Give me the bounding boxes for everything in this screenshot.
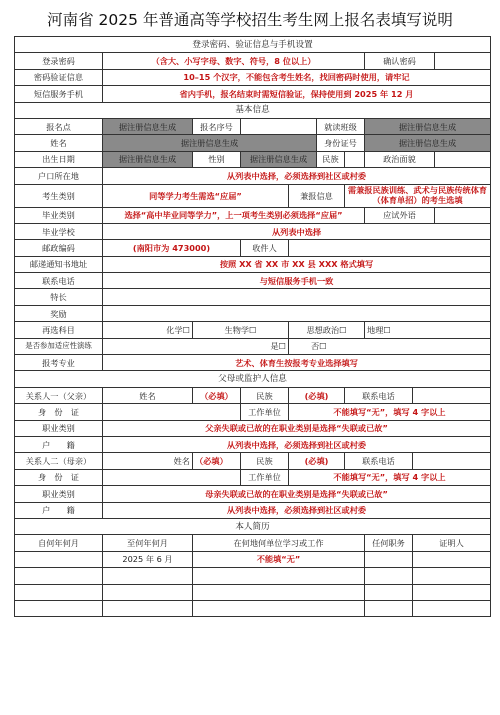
verify-info-label: 密码验证信息 bbox=[15, 69, 103, 85]
mother-relation-label: 关系人二（母亲） bbox=[15, 453, 103, 469]
mother-job-label: 职业类别 bbox=[15, 486, 103, 502]
resume-header-place: 在何地何单位学习或工作 bbox=[193, 535, 365, 551]
concurrent-label: 兼报信息 bbox=[289, 184, 345, 207]
adapt-drill-label: 是否参加适应性演练 bbox=[15, 338, 103, 354]
recipient-field[interactable] bbox=[289, 240, 491, 256]
grad-type-field[interactable]: 选择“高中毕业同等学力”，上一项考生类别必须选择“应届” bbox=[103, 207, 365, 223]
resume-row-witness[interactable] bbox=[413, 568, 491, 584]
resume-row-to[interactable] bbox=[103, 584, 193, 600]
gender-label: 性别 bbox=[193, 151, 241, 167]
postcode-field[interactable]: (南阳市为 473000) bbox=[103, 240, 241, 256]
father-tel-field[interactable] bbox=[413, 387, 491, 403]
resume-row1-post[interactable] bbox=[365, 551, 413, 567]
resume-row-from[interactable] bbox=[15, 600, 103, 616]
resume-row-place[interactable] bbox=[193, 568, 365, 584]
resume-row1-from[interactable] bbox=[15, 551, 103, 567]
mother-work-field[interactable]: 不能填写“无”，填写 4 字以上 bbox=[289, 469, 491, 485]
resume-header-to: 至何年何月 bbox=[103, 535, 193, 551]
resume-row-to[interactable] bbox=[103, 600, 193, 616]
father-job-field[interactable]: 父亲失联或已故的在职业类别是选择“失联或已故” bbox=[103, 420, 491, 436]
father-nation-field[interactable]: (必填) bbox=[289, 387, 345, 403]
subject-politics[interactable]: 思想政治☐ bbox=[289, 322, 365, 338]
father-hukou-label: 户 籍 bbox=[15, 436, 103, 452]
resume-header-from: 自何年何月 bbox=[15, 535, 103, 551]
class-field: 据注册信息生成 bbox=[365, 118, 491, 134]
foreign-lang-label: 应试外语 bbox=[365, 207, 435, 223]
resume-row-from[interactable] bbox=[15, 568, 103, 584]
politics-field[interactable] bbox=[435, 151, 491, 167]
subject-geography[interactable]: 地理☐ bbox=[365, 322, 491, 338]
resume-row-post[interactable] bbox=[365, 584, 413, 600]
politics-label: 政治面貌 bbox=[365, 151, 435, 167]
section-parents: 父母或监护人信息 bbox=[15, 371, 491, 387]
confirm-password-field[interactable] bbox=[435, 53, 491, 69]
reg-no-field[interactable] bbox=[241, 118, 317, 134]
resume-row-witness[interactable] bbox=[413, 600, 491, 616]
birth-label: 出生日期 bbox=[15, 151, 103, 167]
mother-hukou-label: 户 籍 bbox=[15, 502, 103, 518]
father-work-label: 工作单位 bbox=[241, 404, 289, 420]
adapt-no-checkbox[interactable]: 否☐ bbox=[289, 338, 491, 354]
resume-row-post[interactable] bbox=[365, 568, 413, 584]
grad-type-label: 毕业类别 bbox=[15, 207, 103, 223]
resume-row-place[interactable] bbox=[193, 584, 365, 600]
subject-biology[interactable]: 生物学☐ bbox=[193, 322, 289, 338]
mother-id-label: 身 份 证 bbox=[15, 469, 103, 485]
page-title: 河南省 2025 年普通高等学校招生考生网上报名表填写说明 bbox=[47, 11, 453, 29]
contact-phone-label: 联系电话 bbox=[15, 273, 103, 289]
mother-name-field[interactable]: （必填） bbox=[193, 453, 241, 469]
reg-no-label: 报名序号 bbox=[193, 118, 241, 134]
father-work-field[interactable]: 不能填写“无”，填写 4 字以上 bbox=[289, 404, 491, 420]
sms-phone-label: 短信服务手机 bbox=[15, 86, 103, 102]
password-field[interactable]: （含大、小写字母、数字、符号，8 位以上） bbox=[103, 53, 365, 69]
subject-label: 再选科目 bbox=[15, 322, 103, 338]
resume-row-witness[interactable] bbox=[413, 584, 491, 600]
mother-tel-label: 联系电话 bbox=[345, 453, 413, 469]
father-name-label: 姓名 bbox=[103, 387, 193, 403]
mother-nation-label: 民族 bbox=[241, 453, 289, 469]
foreign-lang-field[interactable] bbox=[435, 207, 491, 223]
birth-field: 据注册信息生成 bbox=[103, 151, 193, 167]
ethnic-label: 民族 bbox=[317, 151, 345, 167]
resume-header-post: 任何职务 bbox=[365, 535, 413, 551]
resume-row1-to[interactable]: 2025 年 6 月 bbox=[103, 551, 193, 567]
section-basic: 基本信息 bbox=[15, 102, 491, 118]
recipient-label: 收件人 bbox=[241, 240, 289, 256]
father-hukou-field[interactable]: 从列表中选择，必须选择到社区或村委 bbox=[103, 436, 491, 452]
adapt-yes-checkbox[interactable]: 是☐ bbox=[103, 338, 289, 354]
talent-label: 特长 bbox=[15, 289, 103, 305]
verify-info-field[interactable]: 10–15 个汉字，不能包含考生姓名，找回密码时使用，请牢记 bbox=[103, 69, 491, 85]
password-label: 登录密码 bbox=[15, 53, 103, 69]
concurrent-field[interactable]: 需兼报民族训练、武术与民族传统体育（体育单招）的考生选填 bbox=[345, 184, 491, 207]
major-field[interactable]: 艺术、体育生按报考专业选择填写 bbox=[103, 355, 491, 371]
talent-field[interactable] bbox=[103, 289, 491, 305]
mother-id-field[interactable] bbox=[103, 469, 241, 485]
subject-chemistry[interactable]: 化学☐ bbox=[103, 322, 193, 338]
father-id-label: 身 份 证 bbox=[15, 404, 103, 420]
form-table bbox=[14, 36, 491, 617]
class-label: 就读班级 bbox=[317, 118, 365, 134]
resume-row-to[interactable] bbox=[103, 568, 193, 584]
name-label: 姓名 bbox=[15, 135, 103, 151]
school-field[interactable]: 从列表中选择 bbox=[103, 223, 491, 239]
exam-type-field[interactable]: 同等学力考生需选“应届” bbox=[103, 184, 289, 207]
father-id-field[interactable] bbox=[103, 404, 241, 420]
father-relation-label: 关系人一（父亲） bbox=[15, 387, 103, 403]
major-label: 报考专业 bbox=[15, 355, 103, 371]
contact-phone-field[interactable]: 与短信服务手机一致 bbox=[103, 273, 491, 289]
resume-row1-witness[interactable] bbox=[413, 551, 491, 567]
gender-field: 据注册信息生成 bbox=[241, 151, 317, 167]
award-label: 奖励 bbox=[15, 305, 103, 321]
section-login: 登录密码、验证信息与手机设置 bbox=[15, 37, 491, 53]
resume-row-from[interactable] bbox=[15, 584, 103, 600]
ethnic-field[interactable] bbox=[345, 151, 365, 167]
mother-name-label: 姓名 bbox=[103, 453, 193, 469]
name-field: 据注册信息生成 bbox=[103, 135, 317, 151]
resume-row-post[interactable] bbox=[365, 600, 413, 616]
address-field[interactable]: 按照 XX 省 XX 市 XX 县 XXX 格式填写 bbox=[103, 256, 491, 272]
school-label: 毕业学校 bbox=[15, 223, 103, 239]
father-tel-label: 联系电话 bbox=[345, 387, 413, 403]
father-name-field[interactable]: （必填） bbox=[193, 387, 241, 403]
reg-point-label: 报名点 bbox=[15, 118, 103, 134]
hukou-field[interactable]: 从列表中选择，必须选择到社区或村委 bbox=[103, 168, 491, 184]
confirm-password-label: 确认密码 bbox=[365, 53, 435, 69]
father-nation-label: 民族 bbox=[241, 387, 289, 403]
mother-hukou-field[interactable]: 从列表中选择，必须选择到社区或村委 bbox=[103, 502, 491, 518]
exam-type-label: 考生类别 bbox=[15, 184, 103, 207]
award-field[interactable] bbox=[103, 305, 491, 321]
sms-phone-field[interactable]: 省内手机，报名结束时需短信验证，保持使用到 2025 年 12 月 bbox=[103, 86, 491, 102]
reg-point-field: 据注册信息生成 bbox=[103, 118, 193, 134]
address-label: 邮递通知书地址 bbox=[15, 256, 103, 272]
id-number-field: 据注册信息生成 bbox=[365, 135, 491, 151]
resume-row1-place[interactable]: 不能填“无” bbox=[193, 551, 365, 567]
id-number-label: 身份证号 bbox=[317, 135, 365, 151]
mother-job-field[interactable]: 母亲失联或已故的在职业类别是选择“失联或已故” bbox=[103, 486, 491, 502]
section-resume: 本人简历 bbox=[15, 518, 491, 534]
hukou-label: 户口所在地 bbox=[15, 168, 103, 184]
mother-work-label: 工作单位 bbox=[241, 469, 289, 485]
mother-tel-field[interactable] bbox=[413, 453, 491, 469]
mother-nation-field[interactable]: (必填) bbox=[289, 453, 345, 469]
resume-row-place[interactable] bbox=[193, 600, 365, 616]
father-job-label: 职业类别 bbox=[15, 420, 103, 436]
postcode-label: 邮政编码 bbox=[15, 240, 103, 256]
resume-header-witness: 证明人 bbox=[413, 535, 491, 551]
registration-form bbox=[14, 36, 490, 617]
